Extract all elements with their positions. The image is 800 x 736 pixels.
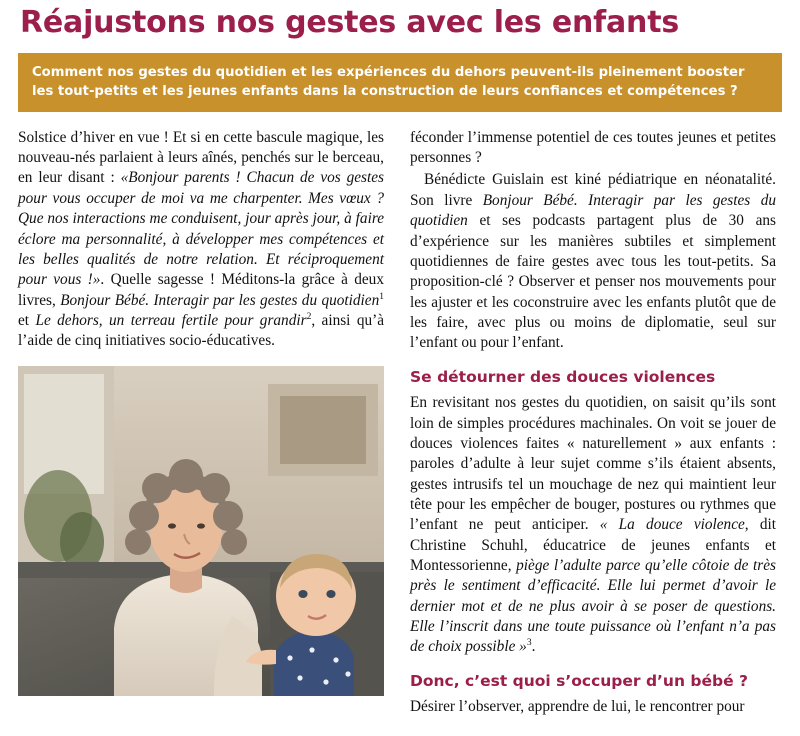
article-photo: [18, 366, 384, 696]
right-paragraph-3-end: .: [531, 638, 536, 656]
footnote-ref-2: 2: [306, 311, 312, 322]
left-paragraph-1-text-a: Solstice d’hiver en vue ! Et si en cette bascule magique, les nouveau-nés parlaient à leurs aînés, penchés sur le berceau, en leur disant :: [18, 128, 384, 187]
left-paragraph-1: [18, 128, 384, 352]
quote-schuhl-part-2: piège l’adulte parce qu’elle côtoie de très près le sentiment d’efficacité. Elle lui permet d’avoir le dernier mot et de ne plus avoir à se poser de questions. Elle l’inscrit dans une toute puissance où l’enfant n’a pas de choix possible »: [410, 556, 776, 656]
book-title-1: Bonjour Bébé. Interagir par les gestes du quotidien: [60, 291, 380, 309]
quote-schuhl-part-1: « La douce violence,: [599, 516, 749, 534]
quote-attribution: dit Christine Schuhl, éducatrice de jeunes enfants et Montessorienne,: [410, 516, 776, 574]
page-title: Réajustons nos gestes avec les enfants: [20, 5, 679, 40]
left-paragraph-1-text-d: , ainsi qu’à l’aide de cinq initiatives socio-éducatives.: [18, 311, 385, 350]
section-heading-douces-violences: Se détourner des douces violences: [410, 367, 716, 386]
left-paragraph-1-text-c: et: [18, 311, 36, 329]
body-columns: [18, 128, 782, 718]
left-column: [18, 128, 384, 718]
right-paragraph-3: [410, 393, 776, 657]
left-paragraph-1-quote: «Bonjour parents ! Chacun de vos gestes pour vous occuper de moi va me charpenter. Mes vœux ? Que nos interactions me conduisent, jour après jour, à faire éclore ma personnalité, à développer mes compétences et les belles qualités de notre relation. Et réciproquement pour vous !»: [18, 169, 384, 289]
book-title-2: Le dehors, un terreau fertile pour grandir: [35, 311, 307, 329]
section-heading-soccuper-dun-bebe: Donc, c’est quoi s’occuper d’un bébé ?: [410, 671, 749, 690]
right-paragraph-2-text-b: et ses podcasts partagent plus de 30 ans d’expérience sur les manières subtiles et simplement quotidiennes de faire gestes avec tous les tout-petits. Sa proposition-clé ? Observer et penser nos mouvements pour les ajuster et les coconstruire avec les enfants plutôt que de les faire, avec plus ou moins de diplomatie, seul sur l’enfant ou pour l’enfant.: [410, 212, 776, 352]
right-paragraph-3-text-a: En revisitant nos gestes du quotidien, on saisit qu’ils sont loin de simples procédures machinales. On voit se jouer de douces violences faites « naturellement » aux enfants : paroles d’adulte à leur sujet comme s’ils étaient absents, gestes intrusifs tel un mouchage de nez qui maintient leur tête pour les empêcher de bouger, postures ou rythmes que l’enfant ne peut anticiper.: [410, 394, 776, 534]
right-paragraph-4: Désirer l’observer, apprendre de lui, le rencontrer pour: [410, 698, 745, 716]
photo-illustration: [18, 366, 384, 696]
right-column: [410, 128, 776, 718]
right-paragraph-2-text-a: Bénédicte Guislain est kiné pédiatrique en néonatalité. Son livre: [410, 171, 776, 209]
right-paragraph-2: [410, 170, 776, 353]
book-title-mention: Bonjour Bébé. Interagir par les gestes du quotidien: [410, 191, 776, 230]
footnote-ref-3: 3: [526, 638, 532, 649]
right-paragraph-1: féconder l’immense potentiel de ces toutes jeunes et petites personnes ?: [410, 128, 776, 167]
left-paragraph-1-text-b: . Quelle sagesse ! Méditons-la grâce à deux livres,: [18, 271, 384, 309]
document-page: [0, 6, 800, 736]
lead-banner: Comment nos gestes du quotidien et les expériences du dehors peuvent-ils pleinement booster les tout-petits et les jeunes enfants dans la construction de leurs confiances et compétences ?: [18, 53, 782, 112]
footnote-ref-1: 1: [379, 291, 384, 302]
